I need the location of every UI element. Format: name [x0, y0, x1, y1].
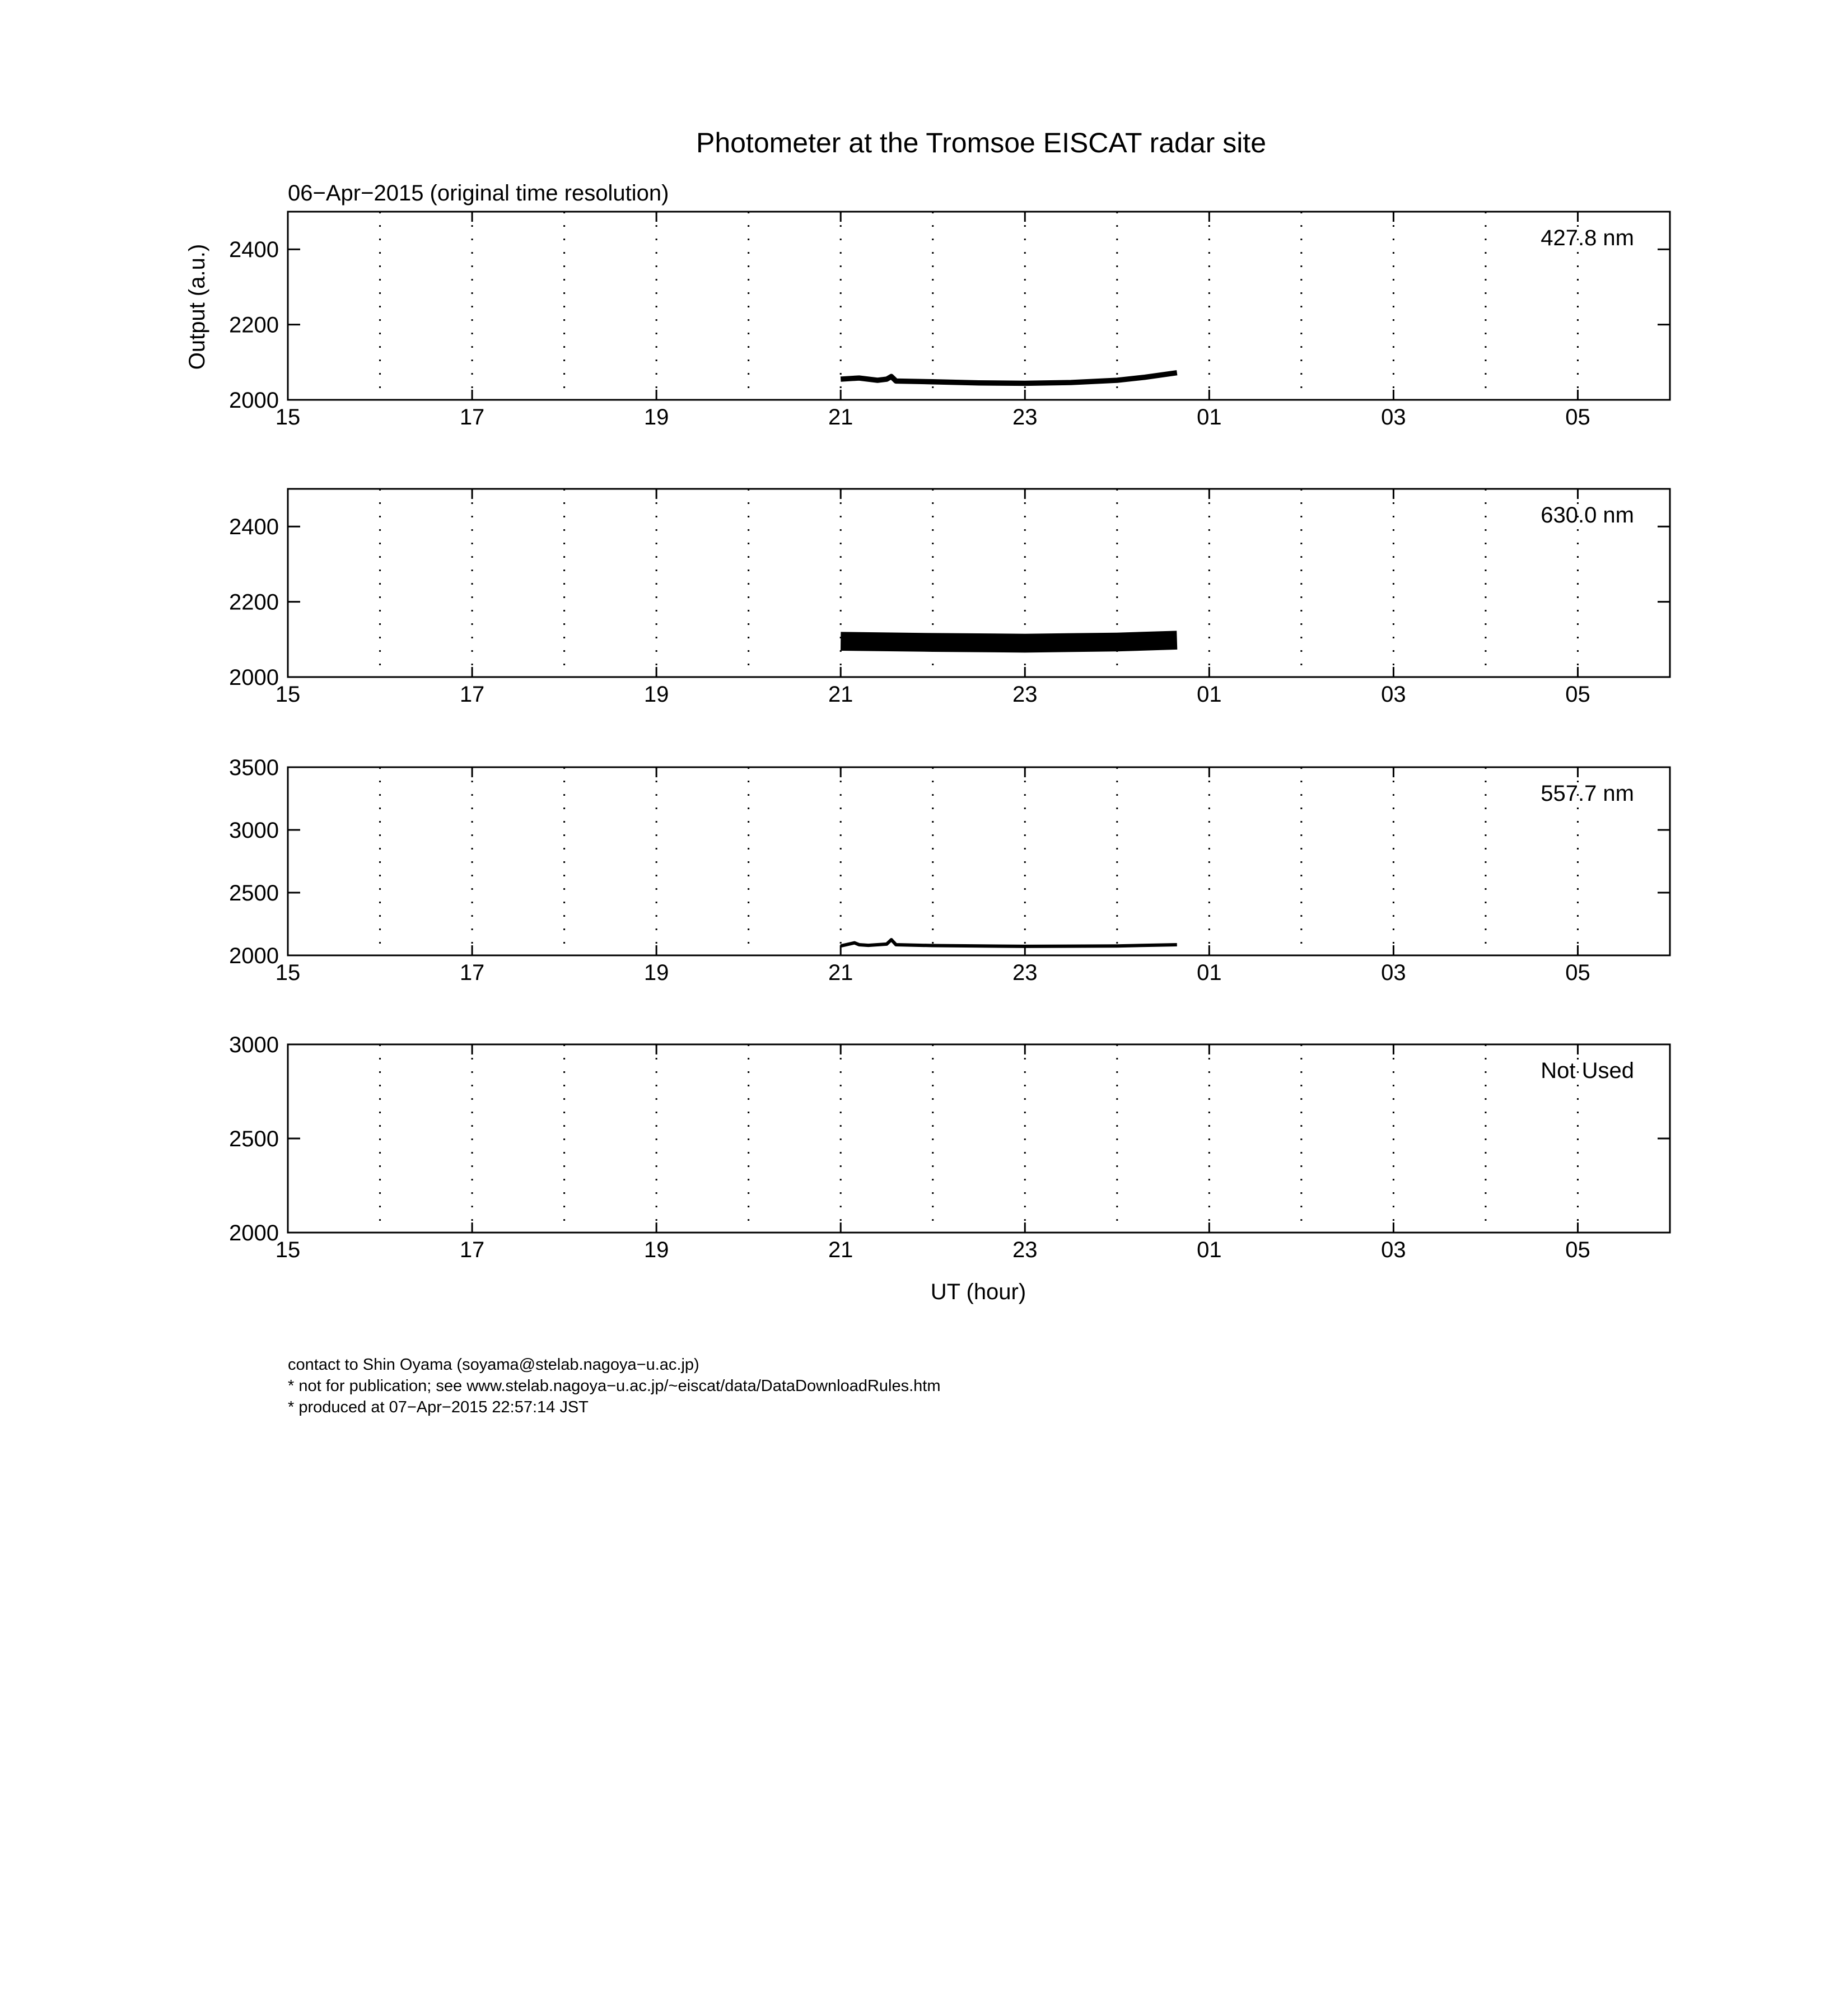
- panel-label: 427.8 nm: [1541, 226, 1634, 250]
- panel-1: [229, 212, 1670, 430]
- x-tick-label: 23: [1012, 682, 1038, 707]
- x-tick-label: 05: [1565, 960, 1590, 985]
- footer-publication-note: * not for publication; see www.stelab.nagoya−u.ac.jp/~eiscat/data/DataDownloadRules.htm: [288, 1377, 941, 1395]
- y-tick-label: 3000: [229, 1033, 279, 1057]
- x-tick-label: 17: [459, 1238, 485, 1262]
- series-line: [841, 373, 1177, 384]
- x-tick-label: 05: [1565, 1238, 1590, 1262]
- x-tick-label: 03: [1381, 405, 1406, 430]
- x-tick-label: 03: [1381, 682, 1406, 707]
- x-tick-label: 23: [1012, 1238, 1038, 1262]
- y-tick-label: 2000: [229, 665, 279, 690]
- y-tick-label: 2200: [229, 312, 279, 338]
- x-tick-label: 01: [1197, 1238, 1222, 1262]
- panel-label: Not Used: [1541, 1058, 1634, 1083]
- panel-3: [229, 755, 1670, 985]
- x-tick-label: 21: [828, 1238, 853, 1262]
- x-tick-label: 21: [828, 960, 853, 985]
- x-tick-label: 17: [459, 960, 485, 985]
- y-tick-label: 2200: [229, 590, 279, 615]
- x-tick-label: 23: [1012, 405, 1038, 430]
- y-tick-label: 2000: [229, 944, 279, 968]
- figure-title: Photometer at the Tromsoe EISCAT radar site: [696, 127, 1267, 158]
- plot-frame: [288, 212, 1670, 400]
- x-tick-label: 15: [275, 960, 301, 985]
- x-tick-label: 15: [275, 1238, 301, 1262]
- panel-4: [229, 1033, 1670, 1262]
- panel-2: [229, 489, 1670, 707]
- x-tick-label: 19: [643, 960, 669, 985]
- x-tick-label: 19: [643, 682, 669, 707]
- panel-label: 557.7 nm: [1541, 781, 1634, 806]
- y-tick-label: 2000: [229, 1221, 279, 1245]
- y-tick-label: 2400: [229, 237, 279, 263]
- x-tick-label: 15: [275, 405, 301, 430]
- footer: [288, 1354, 941, 1418]
- x-tick-label: 23: [1012, 960, 1038, 985]
- y-tick-label: 2400: [229, 515, 279, 540]
- series-line: [841, 940, 1177, 946]
- panels: [229, 212, 1670, 1262]
- x-tick-label: 21: [828, 682, 853, 707]
- y-tick-label: 2000: [229, 388, 279, 413]
- x-tick-label: 05: [1565, 682, 1590, 707]
- x-axis-label: UT (hour): [930, 1280, 1026, 1304]
- x-tick-label: 01: [1197, 960, 1222, 985]
- x-tick-label: 19: [643, 1238, 669, 1262]
- x-tick-label: 01: [1197, 682, 1222, 707]
- x-tick-label: 21: [828, 405, 853, 430]
- y-tick-label: 3000: [229, 818, 279, 843]
- y-axis-label: Output (a.u.): [185, 244, 209, 370]
- x-tick-label: 17: [459, 682, 485, 707]
- x-tick-label: 05: [1565, 405, 1590, 430]
- y-tick-label: 2500: [229, 1127, 279, 1151]
- series-line: [841, 640, 1177, 643]
- footer-contact: contact to Shin Oyama (soyama@stelab.nagoya−u.ac.jp): [288, 1356, 699, 1374]
- x-tick-label: 19: [643, 405, 669, 430]
- y-tick-label: 3500: [229, 755, 279, 780]
- figure-subtitle: 06−Apr−2015 (original time resolution): [288, 181, 669, 206]
- x-tick-label: 03: [1381, 960, 1406, 985]
- x-tick-label: 03: [1381, 1238, 1406, 1262]
- y-tick-label: 2500: [229, 881, 279, 906]
- plot-frame: [288, 767, 1670, 955]
- x-tick-label: 01: [1197, 405, 1222, 430]
- x-tick-label: 17: [459, 405, 485, 430]
- plot-frame: [288, 1044, 1670, 1233]
- footer-produced-at: * produced at 07−Apr−2015 22:57:14 JST: [288, 1398, 589, 1416]
- x-tick-label: 15: [275, 682, 301, 707]
- panel-label: 630.0 nm: [1541, 503, 1634, 528]
